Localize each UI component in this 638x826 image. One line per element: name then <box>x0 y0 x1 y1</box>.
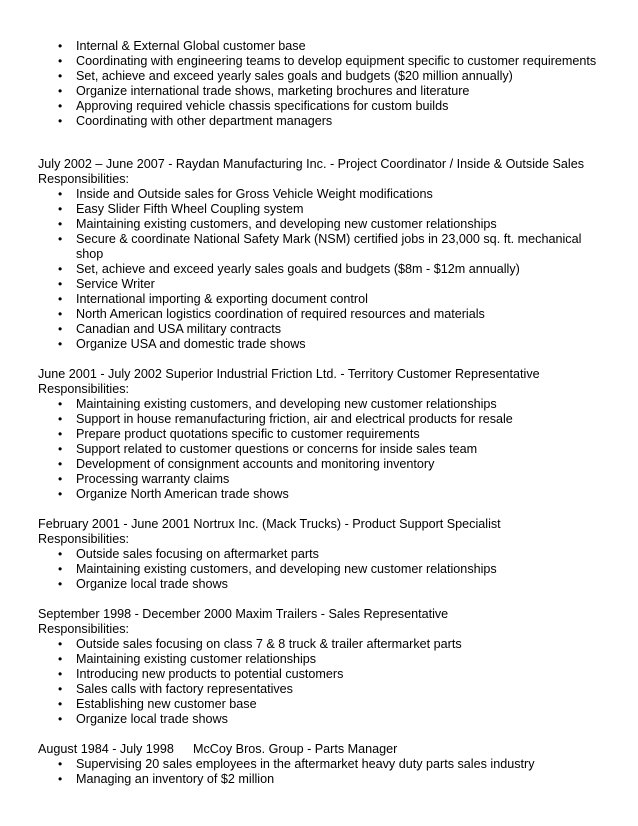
bullet-icon: • <box>58 697 63 711</box>
bullet-icon: • <box>58 187 63 201</box>
bullet-icon: • <box>58 39 63 53</box>
bullet-icon: • <box>58 457 63 471</box>
bullet-icon: • <box>58 667 63 681</box>
bullet-icon: • <box>58 84 63 98</box>
responsibilities-label: Responsibilities: <box>38 622 129 636</box>
bullet-icon: • <box>58 412 63 426</box>
bullet-icon: • <box>58 427 63 441</box>
bullet-icon: • <box>58 217 63 231</box>
bullet-icon: • <box>58 757 63 771</box>
resume-page: • Internal & External Global customer base • Coordinating with engineering teams to develop equipment specific to customer requirements • Set, achieve and exceed yearly sales goals and budgets ($20 million annually) • Organize international trade shows, marketing brochures and literature • Approving required vehicle chassis specifications for custom builds • Coordinating with other department managers July 2002 – June 2007 - Raydan Manufacturing Inc. - Project Coordinator / Inside & Outside Sales Responsibilities: • Inside and Outside sales for Gross Vehicle Weight modifications • Easy Slider Fifth Wheel Coupling system • Maintaining existing customers, and developing new customer relationships • Secure & coordinate National Safety Mark (NSM) certified jobs in 23,000 sq. ft. mechanical shop • Set, achieve and exceed yearly sales goals and budgets ($8m - $12m annually) • Service Writer • International importing & exporting document control • North American logistics coordination of required resources and materials • Canadian and USA military contracts • Organize USA and domestic trade shows June 2001 - July 2002 Superior Industrial Friction Ltd. - Territory Customer Representative Responsibilities: • Maintaining existing customers, and developing new customer relationships • Support in house remanufacturing friction, air and electrical products for resale • Prepare product quotations specific to customer requirements • Support related to customer questions or concerns for inside sales team • Development of consignment accounts and monitoring inventory • Processing warranty claims • Organize North American trade shows February 2001 - June 2001 Nortrux Inc. (Mack Trucks) - Product Support Specialist Responsibilities: • Outside sales focusing on aftermarket parts • Maintaining existing customers, and developing new customer relationships • Organize local trade shows September 1998 - December 2000 Maxim Trailers - Sales Representative Responsibilities: • Outside sales focusing on class 7 & 8 truck & trailer aftermarket parts • Maintaining existing customer relationships • Introducing new products to potential customers • Sales calls with factory representatives • Establishing new customer base • Organize local trade shows August 1984 - July 1998 McCoy Bros. Group - Parts Manager • Supervising 20 sales employees in the aftermarket heavy duty parts sales industry • Managing an inventory of $2 million <box>38 39 597 786</box>
bullet-icon: • <box>58 577 63 591</box>
responsibilities-label: Responsibilities: <box>38 172 129 186</box>
bullet-icon: • <box>58 277 63 291</box>
bullet-icon: • <box>58 637 63 651</box>
job-header: July 2002 – June 2007 - Raydan Manufacturing Inc. - Project Coordinator / Inside & Outside Sales <box>38 157 585 171</box>
bullet-icon: • <box>58 487 63 501</box>
responsibilities-label: Responsibilities: <box>38 382 129 396</box>
bullet-icon: • <box>58 547 63 561</box>
bullet-icon: • <box>58 322 63 336</box>
bullet-icon: • <box>58 69 63 83</box>
bullet-icon: • <box>58 652 63 666</box>
bullet-icon: • <box>58 99 63 113</box>
bullet-icon: • <box>58 202 63 216</box>
bullet-icon: • <box>58 772 63 786</box>
bullet-icon: • <box>58 262 63 276</box>
job-header-title: McCoy Bros. Group - Parts Manager <box>193 742 398 756</box>
job-header: September 1998 - December 2000 Maxim Trailers - Sales Representative <box>38 607 449 621</box>
bullet-icon: • <box>58 307 63 321</box>
bullet-icon: • <box>58 472 63 486</box>
bullet-icon: • <box>58 337 63 351</box>
bullet-icon: • <box>58 562 63 576</box>
bullet-icon: • <box>58 442 63 456</box>
bullet-icon: • <box>58 232 63 246</box>
bullet-icon: • <box>58 682 63 696</box>
bullet-icon: • <box>58 54 63 68</box>
responsibilities-label: Responsibilities: <box>38 532 129 546</box>
job-header: June 2001 - July 2002 Superior Industrial Friction Ltd. - Territory Customer Representative <box>38 367 540 381</box>
bullet-icon: • <box>58 397 63 411</box>
bullet-icon: • <box>58 292 63 306</box>
job-header: February 2001 - June 2001 Nortrux Inc. (Mack Trucks) - Product Support Specialist <box>38 517 501 531</box>
job-header-dates: August 1984 - July 1998 <box>38 742 174 756</box>
bullet-icon: • <box>58 712 63 726</box>
bullet-icon: • <box>58 114 63 128</box>
